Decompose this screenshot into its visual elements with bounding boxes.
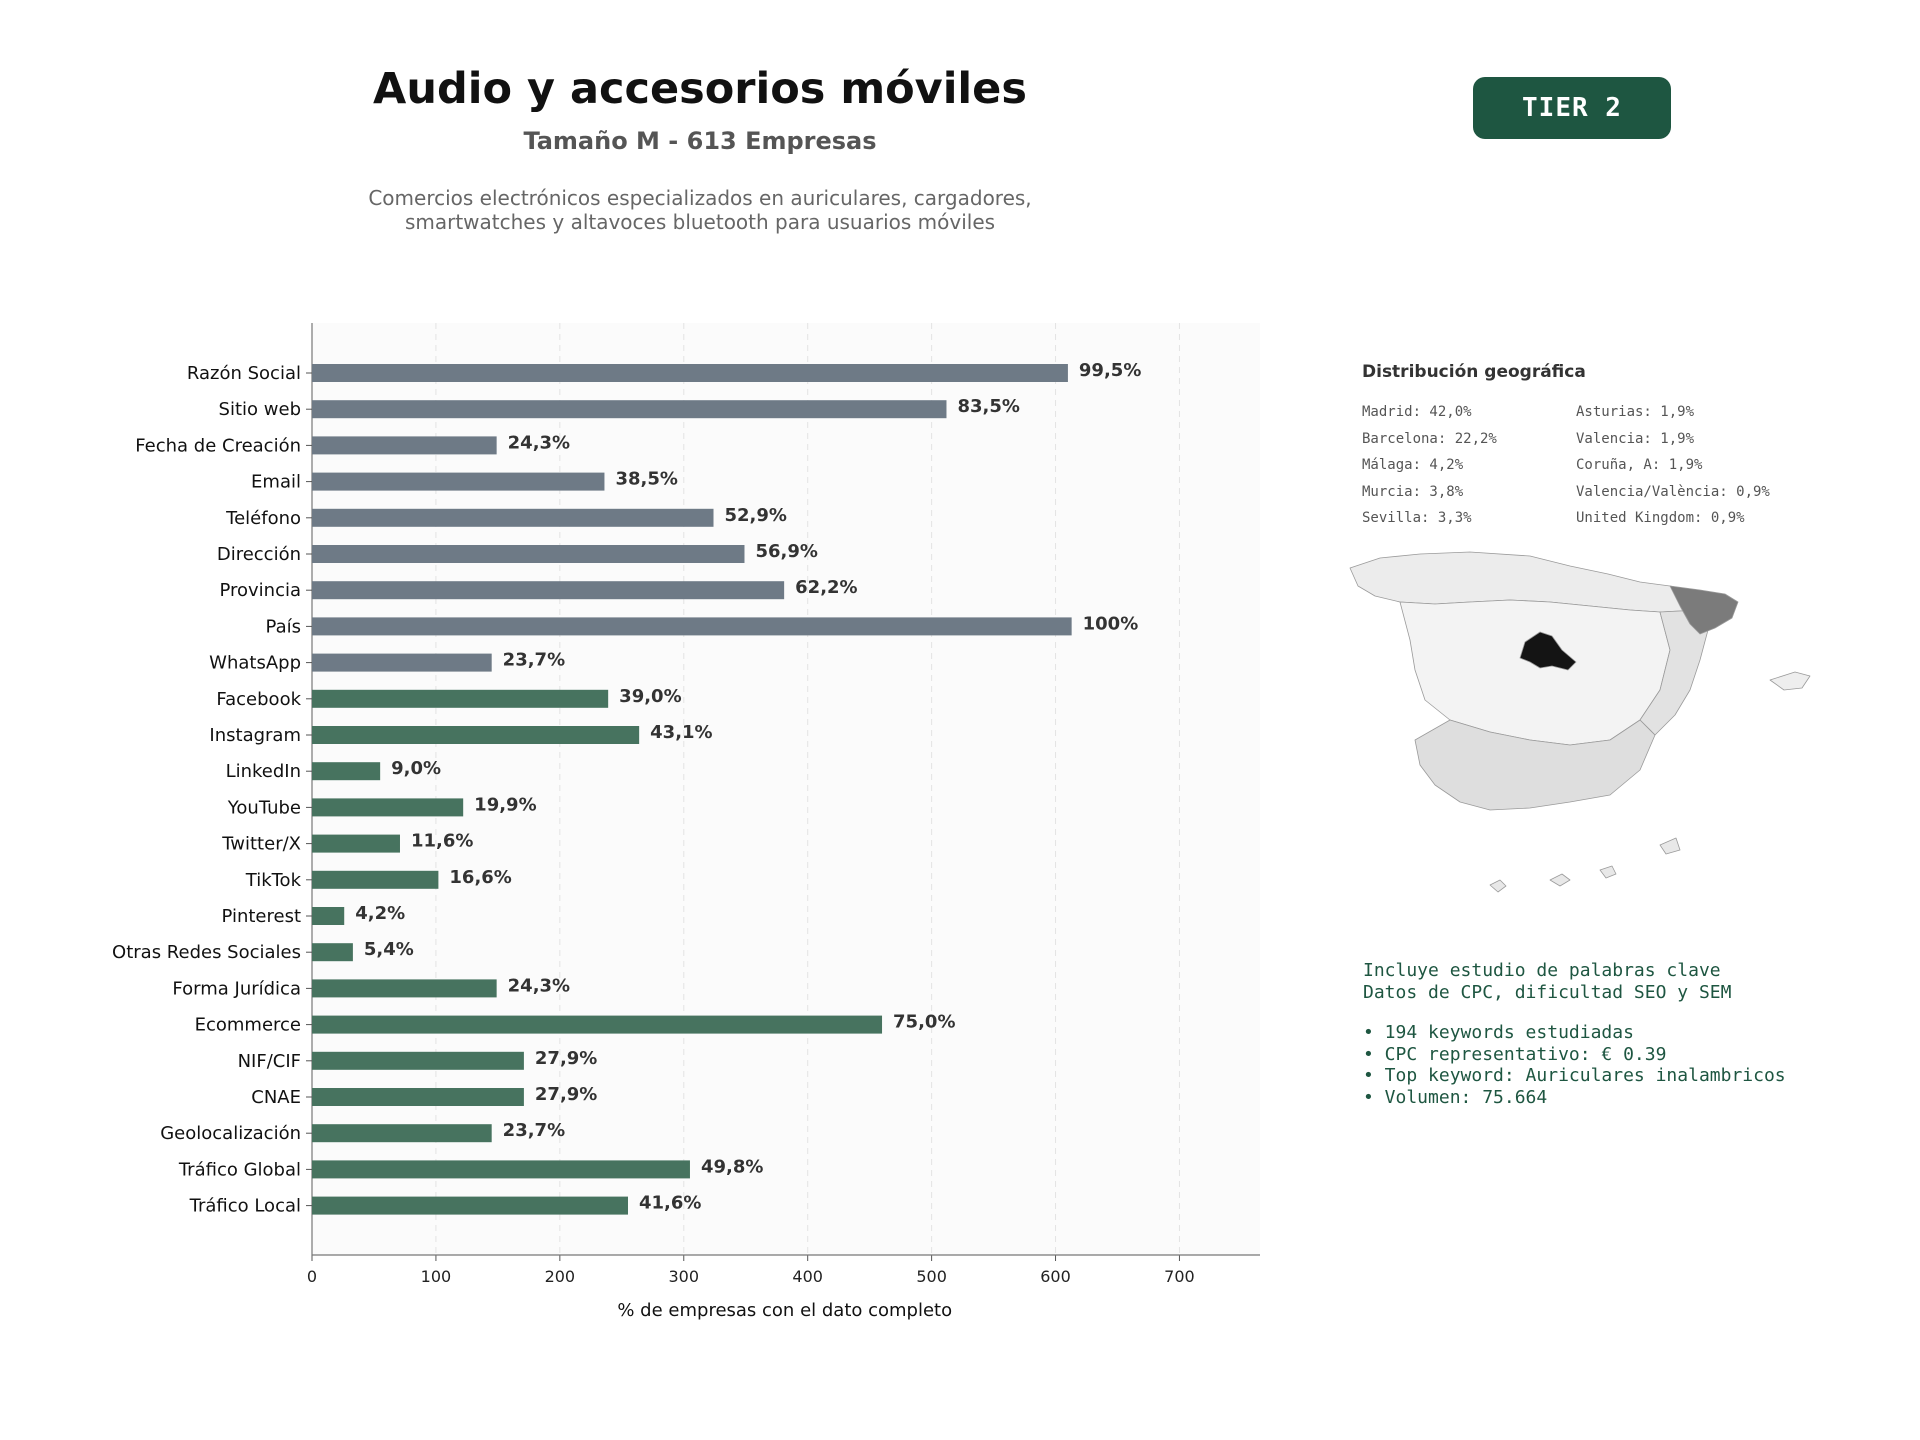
y-tick-label: Tráfico Global: [178, 1159, 301, 1181]
data-label: 16,6%: [449, 866, 512, 888]
bar: [312, 798, 463, 816]
y-tick-label: TikTok: [245, 869, 301, 891]
data-label: 19,9%: [474, 794, 537, 816]
bar: [312, 654, 492, 672]
x-tick-label: 300: [668, 1267, 700, 1286]
geo-entry: Málaga: 4,2%: [1362, 457, 1464, 473]
y-tick-label: Facebook: [216, 688, 301, 710]
y-tick-label: Email: [251, 471, 301, 493]
bar: [312, 617, 1072, 635]
geo-entry: Coruña, A: 1,9%: [1576, 457, 1703, 473]
description-line: smartwatches y altavoces bluetooth para usuarios móviles: [404, 210, 996, 234]
bar: [312, 473, 604, 491]
keyword-bullet: • Top keyword: Auriculares inalambricos: [1363, 1065, 1786, 1086]
spain-map: [1340, 540, 1850, 910]
keyword-bullet: • CPC representativo: € 0.39: [1363, 1043, 1667, 1065]
geo-title: Distribución geográfica: [1362, 362, 1586, 382]
y-tick-label: Sitio web: [218, 399, 301, 421]
map-balearic-islands: [1770, 672, 1810, 690]
y-tick-label: Teléfono: [226, 507, 301, 529]
x-tick-label: 200: [544, 1267, 576, 1286]
bar: [312, 726, 639, 744]
y-tick-label: CNAE: [251, 1087, 301, 1108]
data-label: 27,9%: [534, 1084, 598, 1105]
x-tick-label: 100: [420, 1267, 452, 1286]
keyword-bullet: • Volumen: 75.664: [1363, 1086, 1548, 1108]
data-label: 4,2%: [355, 903, 406, 924]
bar: [312, 1088, 524, 1106]
bar: [312, 871, 438, 889]
map-region-central: [1400, 600, 1670, 745]
x-tick-label: 500: [916, 1267, 947, 1286]
bar: [312, 436, 497, 454]
bar: [312, 762, 380, 780]
bar: [312, 545, 744, 563]
data-label: 23,7%: [502, 649, 566, 671]
geo-entry: Valencia: 1,9%: [1576, 430, 1695, 447]
y-tick-label: Fecha de Creación: [135, 435, 301, 457]
data-label: 27,9%: [534, 1047, 598, 1069]
data-label: 83,5%: [957, 396, 1020, 418]
y-tick-label: Razón Social: [186, 363, 301, 384]
map-canary-islands: [1490, 838, 1680, 892]
geo-entry: Valencia/València: 0,9%: [1576, 483, 1770, 500]
x-tick-label: 700: [1164, 1267, 1195, 1286]
bar: [312, 1052, 524, 1070]
y-tick-label: Geolocalización: [160, 1123, 301, 1145]
y-tick-label: NIF/CIF: [237, 1050, 301, 1072]
bar: [312, 509, 714, 527]
keyword-intro-line: Incluye estudio de palabras clave: [1363, 960, 1721, 981]
plot-area: [312, 323, 1260, 1255]
y-tick-label: Forma Jurídica: [172, 978, 301, 1000]
keyword-bullet: • 194 keywords estudiadas: [1363, 1022, 1634, 1043]
y-tick-label: Twitter/X: [222, 833, 301, 855]
y-tick-label: Otras Redes Sociales: [112, 942, 301, 964]
data-label: 49,8%: [700, 1156, 764, 1178]
data-label: 11,6%: [410, 830, 474, 852]
x-axis-label: % de empresas con el dato completo: [617, 1300, 953, 1321]
geo-entry: Sevilla: 3,3%: [1362, 510, 1472, 526]
geo-entry: United Kingdom: 0,9%: [1576, 510, 1745, 526]
data-label: 56,9%: [755, 541, 818, 562]
data-label: 43,1%: [650, 722, 713, 743]
page-title: Audio y accesorios móviles: [373, 64, 1027, 114]
description-line: Comercios electrónicos especializados en auriculares, cargadores,: [368, 186, 1032, 210]
y-tick-label: Provincia: [219, 580, 301, 602]
data-label: 23,7%: [502, 1120, 566, 1142]
y-tick-label: LinkedIn: [225, 761, 301, 783]
data-label: 38,5%: [615, 468, 678, 490]
keyword-intro-line: Datos de CPC, dificultad SEO y SEM: [1363, 981, 1732, 1003]
geo-list-right: [1576, 399, 1770, 532]
data-label: 5,4%: [363, 939, 414, 961]
bar: [312, 400, 946, 418]
bar: [312, 690, 608, 708]
data-label: 75,0%: [893, 1011, 956, 1033]
geo-entry: Barcelona: 22,2%: [1362, 430, 1497, 447]
geo-entry: Madrid: 42,0%: [1362, 404, 1472, 420]
geo-list-left: [1362, 399, 1497, 532]
y-tick-label: Tráfico Local: [189, 1195, 301, 1217]
bar: [312, 979, 497, 997]
y-tick-label: YouTube: [227, 797, 301, 819]
data-label: 24,3%: [507, 432, 571, 454]
data-label: 39,0%: [619, 685, 682, 707]
bar: [312, 1016, 882, 1034]
y-tick-label: País: [265, 616, 301, 638]
y-tick-label: Pinterest: [221, 906, 301, 927]
data-label: 9,0%: [391, 758, 442, 780]
y-tick-label: Instagram: [209, 725, 301, 746]
y-tick-label: WhatsApp: [209, 652, 301, 674]
bar: [312, 581, 784, 599]
tier-badge: TIER 2: [1473, 77, 1671, 139]
bar: [312, 907, 344, 925]
data-label: 41,6%: [639, 1192, 702, 1214]
x-tick-label: 400: [792, 1267, 823, 1286]
bar: [312, 835, 400, 853]
x-tick-label: 600: [1040, 1267, 1071, 1286]
bar: [312, 1160, 690, 1178]
geo-entry: Asturias: 1,9%: [1576, 404, 1695, 420]
bar: [312, 364, 1068, 382]
data-label: 100%: [1082, 613, 1139, 635]
keyword-info: [1363, 960, 1786, 1108]
data-label: 24,3%: [507, 975, 571, 997]
data-label: 52,9%: [724, 504, 787, 526]
bar: [312, 1197, 628, 1215]
bar: [312, 1124, 492, 1142]
data-label: 62,2%: [795, 577, 858, 599]
bar: [312, 943, 353, 961]
y-tick-label: Dirección: [216, 544, 301, 565]
geo-entry: Murcia: 3,8%: [1362, 483, 1464, 500]
data-label: 99,5%: [1078, 360, 1142, 381]
y-tick-label: Ecommerce: [194, 1014, 301, 1036]
page-subtitle: Tamaño M - 613 Empresas: [523, 127, 877, 155]
x-tick-label: 0: [306, 1267, 318, 1286]
